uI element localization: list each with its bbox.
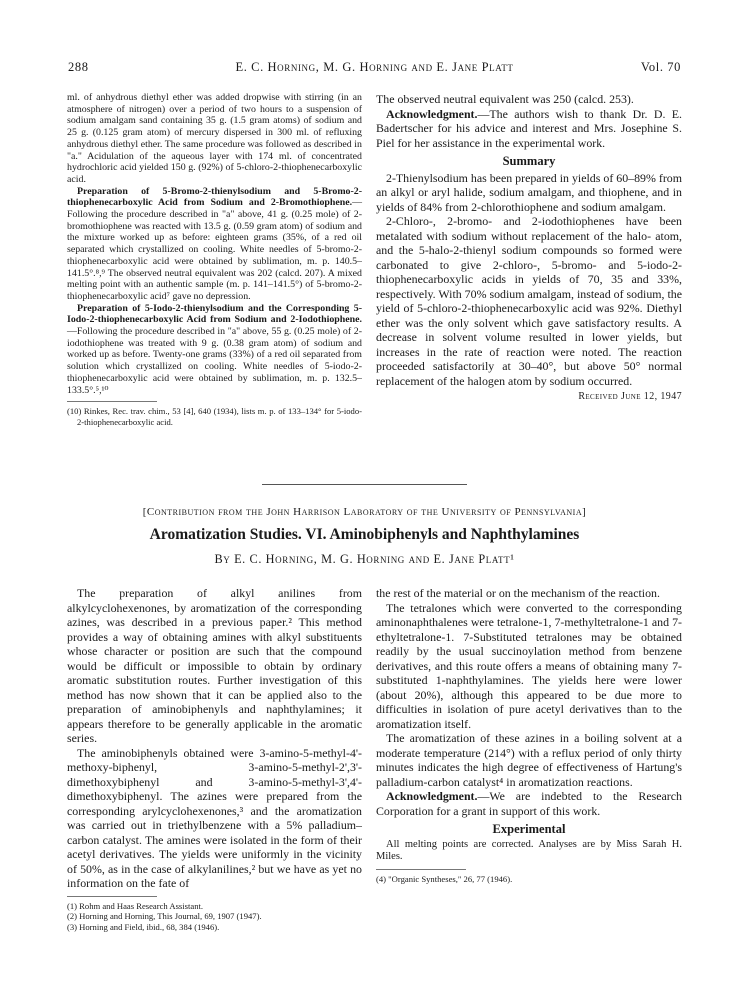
continued-paragraph: the rest of the material or on the mechanism of the reaction.	[376, 586, 660, 600]
volume-label: Vol. 70	[640, 60, 681, 74]
footnote-10: (10) Rinkes, Rec. trav. chim., 53 [4], 640 (1934), lists m. p. of 133–134° for 5-iodo-2-thiophenecarboxylic acid.	[67, 406, 362, 427]
footnote-2: (2) Horning and Horning, This Journal, 69, 1907 (1947).	[67, 911, 262, 922]
acknowledgment-heading: Acknowledgment.	[386, 789, 478, 803]
summary-paragraph-2: 2-Chloro-, 2-bromo- and 2-iodothiophenes have been metalated with sodium without replacement of the halo- atom, and the 5-halo-2-thienyl sodium compounds so formed were carbonated to give 2-chloro-, 5-bromo- and 5-iodo-2-thiophenecarboxylic acids in yields of 70, 35 and 33%, respectively. With 70% sodium amalgam, instead of sodium, the yield of 5-chloro-2-thiophenecarboxylic acid was 92%. Diethyl ether was the only solvent which gave satisfactory results. A decrease in solvent volume resulted in lower yields, but increases in the rate of reaction were noted. The reaction proceeded satisfactorily at 30–40°, but above 50° normal replacement of the halogen atom by sodium occurred.	[376, 214, 682, 388]
footnote-rule	[67, 401, 157, 402]
experimental-heading: Experimental	[492, 822, 566, 836]
article-byline: By E. C. Horning, M. G. Horning and E. Jane Platt¹	[214, 552, 515, 566]
footnote-3: (3) Horning and Field, ibid., 68, 384 (1946).	[67, 921, 220, 932]
summary-paragraph-1: 2-Thienylsodium has been prepared in yields of 60–89% from an alkyl or aryl halide, sodium amalgam, and thiophene, and in yields of 84% from 2-chlorothiophene and sodium amalgam.	[376, 170, 682, 214]
experimental-note: All melting points are corrected. Analyses are by Miss Sarah H. Miles.	[376, 838, 682, 862]
bottom-left-column	[67, 586, 362, 933]
aromatization-paragraph: The aromatization of these azines in a boiling solvent at a moderate temperature (214°) with a reflux period of only thirty minutes indicates the high degree of effectiveness of Hartung's palladium-carbon catalyst⁴ in aromatization reactions.	[376, 731, 682, 789]
running-header	[68, 60, 681, 78]
page-number: 288	[68, 60, 89, 74]
acknowledgment-paragraph	[376, 107, 682, 151]
bromo-preparation-body: —Following the procedure described in "a" above, 41 g. (0.25 mole) of 2-bromothiophene was reacted with 13.5 g. (0.59 gram atom) of sodium and the mixture worked up as before: eighteen grams (35%, of a red oil separated which crystallized on cooling. White needles of 5-bromo-2-thiophenecarboxylic acid were obtained by sublimation, m. p. 140.5–141.5°.⁸,⁹ The observed neutral equivalent was 202 (calcd. 207). A mixed melting point with an authentic sample (m. p. 141–141.5°) of 5-bromo-2-thiophenecarboxylic acid⁷ gave no depression.	[67, 197, 362, 302]
top-right-column	[376, 92, 682, 405]
footnote-rule	[376, 869, 466, 870]
article-title: Aromatization Studies. VI. Aminobiphenyls and Naphthylamines	[149, 526, 580, 543]
acknowledgment-body: —We are indebted to the Research Corporation for a grant in support of this work.	[376, 789, 682, 818]
bottom-right-column	[376, 586, 682, 884]
acknowledgment-body: —The authors wish to thank Dr. D. E. Badertscher for his advice and interest and Mrs. Josephine S. Piel for her assistance in the experimental work.	[376, 106, 682, 150]
intro-paragraph-1: The preparation of alkyl anilines from alkylcyclohexenones, by aromatization of the corresponding azines, was described in a previous paper.² This method provides a way of obtaining amines with alkyl substituents whose character or position are such that the compound would be difficult or impossible to obtain by ordinary aromatic substitution routes. Further investigation of this method has now shown that it can be applied also to the preparation of aminobiphenyls and naphthylamines; it appears therefore to be generally applicable in the aromatic series.	[67, 586, 362, 745]
intro-paragraph-2: The aminobiphenyls obtained were 3-amino-5-methyl-4'-methoxy-biphenyl, 3-amino-5-methyl-2',3'-dimethoxybiphenyl and 3-amino-5-methyl-3',4'-dimethoxybiphenyl. The azines were prepared from the corresponding arylcyclohexenones,³ and the aromatization was carried out in triethylbenzene with a 5% palladium–carbon catalyst. The amines were isolated in the form of their acetyl derivatives. The yields were uniformly in the vicinity of 50%, as in the case of alkylanilines,² but we have as yet no information on the fate of	[67, 745, 362, 890]
acknowledgment-paragraph	[376, 789, 682, 818]
iodo-preparation-body: —Following the procedure described in "a" above, 55 g. (0.25 mole) of 2-iodothiophene was treated with 9 g. (0.38 gram atom) of sodium and worked up as before. Twenty-one grams (33%) of a red oil separated from solution which crystallized on cooling. White needles of 5-iodo-2-thiophenecarboxylic acid were obtained by sublimation, m. p. 132.5–133.5°.⁵,¹⁰	[67, 326, 362, 396]
received-date: Received June 12, 1947	[578, 391, 682, 402]
summary-heading: Summary	[502, 154, 556, 168]
article-separator-rule	[262, 484, 467, 485]
iodo-preparation-heading: Preparation of 5-Iodo-2-thienylsodium and the Corresponding 5-Iodo-2-thiophenecarboxylic Acid from Sodium and 2-Iodothiophene.	[67, 302, 362, 326]
footnote-4: (4) "Organic Syntheses," 26, 77 (1946).	[376, 873, 513, 884]
footnote-rule	[67, 896, 157, 897]
continued-paragraph: ml. of anhydrous diethyl ether was added dropwise with stirring (in an atmosphere of nitrogen) over a period of two hours to a suspension of sodium amalgam sand containing 35 g. (1.5 gram atoms) of sodium and 25 g. (0.125 gram atom) of mercury dispersed in 300 ml. of refluxing anhydrous diethyl ether. The same procedure was followed as described in "a." Acidulation of the aqueous layer with 174 ml. of concentrated hydrochloric acid yielded 150 g. (92%) of 5-chloro-2-thiophenecarboxylic acid.	[67, 92, 362, 185]
neutral-equivalent-line: The observed neutral equivalent was 250 (calcd. 253).	[376, 92, 634, 106]
bromo-preparation-paragraph	[67, 186, 362, 303]
bromo-preparation-heading: Preparation of 5-Bromo-2-thienylsodium and 5-Bromo-2-thiophenecarboxylic Acid from Sodium and 2-Bromothiophene.	[67, 185, 362, 209]
acknowledgment-heading: Acknowledgment.	[386, 106, 478, 121]
iodo-preparation-paragraph	[67, 303, 362, 397]
contribution-line: [Contribution from the John Harrison Laboratory of the University of Pennsylvania]	[142, 506, 587, 518]
running-title: E. C. Horning, M. G. Horning and E. Jane Platt	[235, 60, 514, 74]
tetralone-paragraph: The tetralones which were converted to the corresponding aminonaphthalenes were tetralone-1, 7-methyltetralone-1 and 7-ethyltetralone-1. 7-Substituted tetralones may be obtained readily by the usual succinoylation method from benzene derivatives, and this route offers a means of obtaining many 7-substituted 1-naphthylamines. The yields here were lower (about 20%), although this appeared to be due more to difficulties in isolation of pure acetyl derivatives than to the aromatization itself.	[376, 600, 682, 731]
top-left-column	[67, 92, 362, 428]
footnote-1: (1) Rohm and Haas Research Assistant.	[67, 900, 204, 911]
